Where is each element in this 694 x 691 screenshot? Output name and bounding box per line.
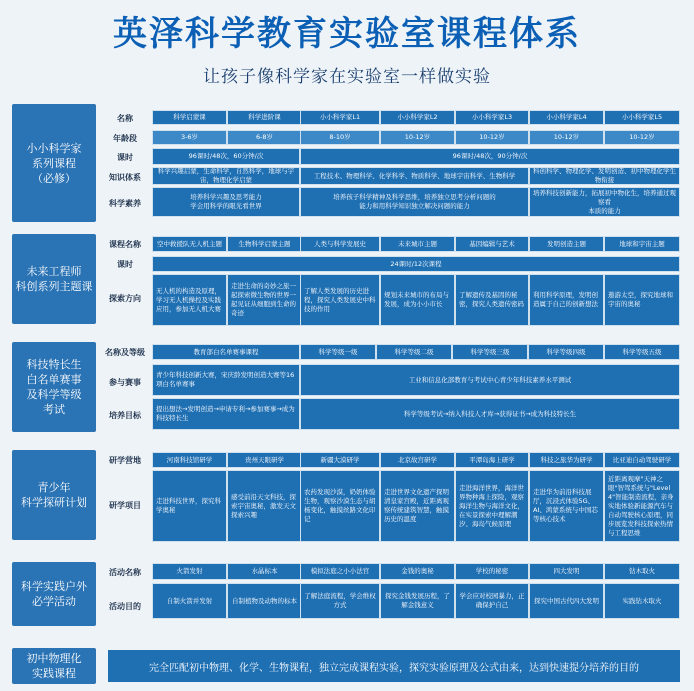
- s1-name-3: 小小科学家L2: [380, 110, 455, 125]
- s2-direction-5: 利用科学原理，发明创造属于自己的创新想法: [529, 274, 604, 326]
- s1-name-2: 小小科学家L1: [300, 110, 380, 125]
- s4-project-4: 走进海洋世界，海洋世界物种海上探险，观察海洋生物与海洋文化，在实景探索中理解潮汐、海岛气候原理: [455, 470, 529, 542]
- s1-knowledge-a: 科学兴趣启蒙，生命科学，自然科学，地球与宇宙，物理化学启蒙: [152, 167, 300, 185]
- s1-literacy-b2: 培养科技创新能力，拓展初中物化生，培养通过观察看 本质的能力: [529, 187, 680, 217]
- s3-goal-a: 提出想法→发明创造→申请专利→参加赛事→成为科技特长生: [152, 398, 300, 430]
- s4-project-3: 走进世界文化遗产探明清皇家宫殿，近距离观察传统建筑智慧，触摸历史的温度: [380, 470, 455, 542]
- s1-age-3: 10-12岁: [380, 130, 455, 145]
- s5-purpose-1: 自制植物及动物的标本: [227, 583, 302, 619]
- row-label-s3-2: 培养目标: [109, 410, 141, 420]
- s4-camp-1: 贵州天眼研学: [227, 452, 302, 468]
- s3-level-4: 科学等级五级: [604, 344, 680, 360]
- s2-name-5: 发明创造主题: [529, 236, 604, 252]
- s2-direction-3: 规划未来城市的布局与发展，成为小小市长: [380, 274, 455, 326]
- s2-direction-0: 无人机的构造及原理，学习无人机操控及实践应用，参加无人机大赛: [152, 274, 227, 326]
- s1-hours-a: 96课时/48次，60分钟/次: [152, 148, 300, 165]
- s4-project-1: 感受前沿天文科技，探索宇宙奥秘，激发天文探索兴趣: [227, 470, 302, 542]
- s1-age-1: 6-8岁: [227, 130, 302, 145]
- s1-knowledge-b1: 工程技术、物理科学、化学科学、物质科学、地球宇宙科学、生物科学: [300, 167, 529, 185]
- s4-camp-3: 北京故宫研学: [380, 452, 455, 468]
- s1-name-6: 小小科学家L5: [604, 110, 680, 125]
- s2-name-4: 基因编辑与艺术: [455, 236, 529, 252]
- row-label-s1-0: 名称: [117, 113, 133, 123]
- physics-chem-practice-text: 完全匹配初中物理、化学、生物课程，独立完成课程实验，探究实验原理及公式由来，达到快速提分培养的目的: [108, 650, 680, 682]
- s4-project-5: 走进华为前沿科技展厅，沉浸式体验5G、AI、鸿蒙系统与中国芯等核心技术: [529, 470, 604, 542]
- s4-project-6: 近距离观摩"天神之眼"智驾系统与"Level 4"智能制造流程，亲身实地体验新能源汽车与自动驾驶核心原理，同步展览发科技探索热情与工程思维: [604, 470, 680, 542]
- section-label-tech-specialist: 科技特长生 白名单赛事 及科学等级 考试: [12, 342, 96, 432]
- s1-name-0: 科学启蒙课: [152, 110, 227, 125]
- row-label-s1-2: 课时: [117, 152, 133, 162]
- s5-name-3: 金钱的奥秘: [380, 563, 455, 580]
- s3-level-0: 科学等级一级: [300, 344, 376, 360]
- s5-name-2: 模拟法庭之小小法官: [300, 563, 380, 580]
- s4-camp-4: 平潭岛海上研学: [455, 452, 529, 468]
- s2-direction-2: 了解人类发展的历史进程，探究人类发展史中科技的作用: [300, 274, 380, 326]
- row-label-s4-0: 研学营地: [109, 455, 141, 465]
- s4-camp-2: 新疆大漠研学: [300, 452, 380, 468]
- s1-knowledge-b2: 科创科学、物理化学、发明创造、初中物理化学生物衔接: [529, 167, 680, 185]
- row-label-s2-0: 课程名称: [109, 239, 141, 249]
- s1-age-4: 10-12岁: [455, 130, 529, 145]
- section-label-future-engineer: 未来工程师 科创系列主题课: [12, 234, 96, 324]
- row-label-s1-4: 科学素养: [109, 198, 141, 208]
- s5-purpose-6: 实践钻木取火: [604, 583, 680, 619]
- s1-name-1: 科学进阶课: [227, 110, 302, 125]
- s5-purpose-5: 探究中国古代四大发明: [529, 583, 604, 619]
- s3-level-3: 科学等级四级: [528, 344, 604, 360]
- row-label-s1-1: 年龄段: [113, 133, 137, 143]
- s3-level-1: 科学等级二级: [376, 344, 452, 360]
- s1-age-0: 3-6岁: [152, 130, 227, 145]
- s2-name-1: 生物科学启蒙主题: [227, 236, 302, 252]
- s5-name-4: 学校的秘密: [455, 563, 529, 580]
- section-label-youth-research: 青少年 科学探研计划: [12, 450, 96, 540]
- s4-project-0: 走进科技世界，探究科学奥秘: [152, 470, 227, 542]
- s3-name-a: 教育部白名单赛事课程: [152, 344, 300, 360]
- s1-age-6: 10-12岁: [604, 130, 680, 145]
- s5-purpose-4: 学会应对校园暴力，正确保护自己: [455, 583, 529, 619]
- s4-camp-0: 河南科技馆研学: [152, 452, 227, 468]
- page-title: 英泽科学教育实验室课程体系: [113, 14, 581, 54]
- row-label-s5-1: 活动目的: [109, 601, 141, 611]
- s2-name-2: 人类与科学发展史: [300, 236, 380, 252]
- s1-name-4: 小小科学家L3: [455, 110, 529, 125]
- row-label-s4-1: 研学项目: [109, 500, 141, 510]
- s2-name-6: 地球和宇宙主题: [604, 236, 680, 252]
- s1-name-5: 小小科学家L4: [529, 110, 604, 125]
- s2-direction-1: 走进生命的奇妙之旅一起探索微生物的世界一起见证从细胞到生命的奇迹: [227, 274, 302, 326]
- s5-purpose-3: 探究金钱发展历程，了解金钱意义: [380, 583, 455, 619]
- s3-event-a: 青少年科技创新大赛，宋庆龄发明创造大赛等16项白名单赛事: [152, 364, 300, 396]
- s2-name-3: 未来城市主题: [380, 236, 455, 252]
- s5-purpose-2: 了解法庭流程，学会维权方式: [300, 583, 380, 619]
- s1-age-5: 10-12岁: [529, 130, 604, 145]
- s4-project-2: 农药发现沙漠，奶奶体验生物，观察沙漠生态与胡杨变化，触摸丝路文化印记: [300, 470, 380, 542]
- row-label-s3-0: 名称及等级: [105, 347, 145, 357]
- s3-goal-b: 科学等级考试→纳入科技人才库→获得证书→成为科技特长生: [300, 398, 680, 430]
- s2-name-0: 空中救援队无人机主题: [152, 236, 227, 252]
- section-label-little-scientist: 小小科学家 系列课程 （必修）: [12, 104, 96, 222]
- row-label-s2-2: 探索方向: [109, 293, 141, 303]
- s3-event-b: 工业和信息化部教育与考试中心青少年科技素养水平测试: [300, 364, 680, 396]
- s5-name-0: 火箭发射: [152, 563, 227, 580]
- s1-literacy-a: 培养科学兴趣及思考能力 学会用科学的眼光看世界: [152, 187, 300, 217]
- s4-camp-6: 比亚迪自动驾驶研学: [604, 452, 680, 468]
- s1-literacy-b1: 培养孩子科学精神及科学思维，培养独立思考分析问题的 能力和用科学知识独立解决问题的能力: [300, 187, 529, 217]
- s4-camp-5: 科技之旅华为研学: [529, 452, 604, 468]
- s5-name-6: 钻木取火: [604, 563, 680, 580]
- s2-hours: 24课时/12次课程: [152, 256, 680, 272]
- section-label-outdoor-practice: 科学实践户外 必学活动: [12, 562, 96, 626]
- row-label-s1-3: 知识体系: [109, 172, 141, 182]
- page-subtitle: 让孩子像科学家在实验室一样做实验: [203, 67, 491, 87]
- s1-hours-b: 96课时/48次，90分钟/次: [300, 148, 680, 165]
- s5-purpose-0: 自制火箭并发射: [152, 583, 227, 619]
- s2-direction-6: 遨游太空，探究地球和宇宙的奥秘: [604, 274, 680, 326]
- row-label-s5-0: 活动名称: [109, 567, 141, 577]
- s5-name-1: 水晶标本: [227, 563, 302, 580]
- section-label-physics-chem: 初中物理化 实践课程: [12, 648, 96, 684]
- s5-name-5: 四大发明: [529, 563, 604, 580]
- row-label-s2-1: 课时: [117, 259, 133, 269]
- row-label-s3-1: 参与赛事: [109, 377, 141, 387]
- s2-direction-4: 了解遗传及基因的秘密，探究人类遗传密码: [455, 274, 529, 326]
- s1-age-2: 8-10岁: [300, 130, 380, 145]
- s3-level-2: 科学等级三级: [452, 344, 528, 360]
